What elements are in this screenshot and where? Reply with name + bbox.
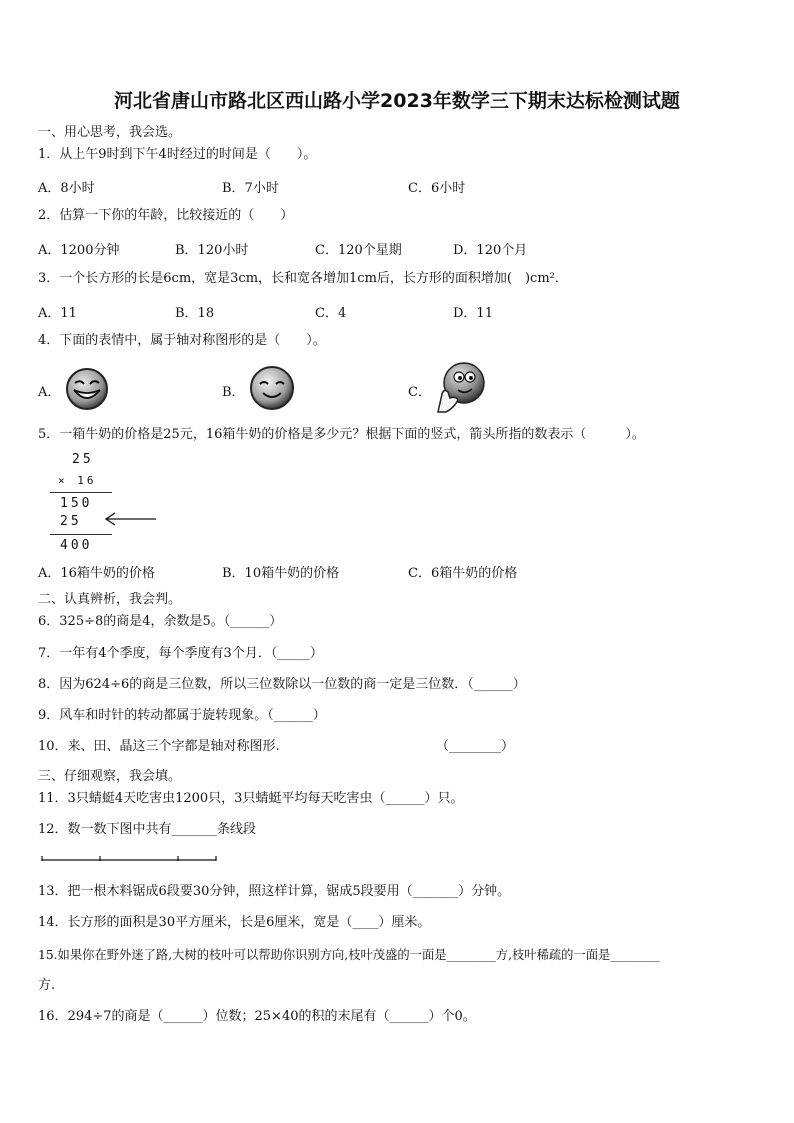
question-8: 8．因为624÷6的商是三位数，所以三位数除以一位数的商一定是三位数．（______） [38,677,526,692]
calc-line-25-shifted: 25 [60,514,82,529]
q4-option-b: B． [222,385,245,400]
question-7: 7．一年有4个季度，每个季度有3个月．（_____） [38,646,323,661]
page-title: 河北省唐山市路北区西山路小学2023年数学三下期末达标检测试题 [114,90,680,112]
question-10-blank: （________） [436,739,515,754]
question-4: 4．下面的表情中，属于轴对称图形的是（ ）。 [38,333,326,348]
q4-option-a: A． [38,385,61,400]
calc-line-25: 25 [72,452,94,467]
q5-option-c: C．6箱牛奶的价格 [408,566,518,581]
q2-option-a: A．1200分钟 [38,243,120,258]
arrow-left-icon [104,512,158,526]
q1-option-a: A．8小时 [38,181,95,196]
question-2: 2．估算一下你的年龄，比较接近的（ ） [38,208,294,223]
q1-option-c: C．6小时 [408,181,466,196]
section-heading-2: 二、认真辨析，我会判。 [38,592,182,607]
q2-option-b: B．120小时 [175,243,249,258]
q5-option-b: B．10箱牛奶的价格 [222,566,340,581]
q3-option-d: D．11 [453,306,493,321]
calc-divider-1 [50,492,112,493]
question-15-line-2: 方. [38,978,56,993]
question-6: 6．325÷8的商是4，余数是5。（______） [38,614,283,629]
segment-figure [40,852,220,864]
question-12: 12．数一数下图中共有_______条线段 [38,822,257,837]
question-5: 5．一箱牛奶的价格是25元，16箱牛奶的价格是多少元？根据下面的竖式，箭头所指的数表示（ ）。 [38,427,645,442]
smiling-face-icon [248,364,296,412]
q3-option-c: C．4 [315,306,347,321]
calc-line-x16: × 16 [58,474,97,487]
q2-option-c: C．120个星期 [315,243,402,258]
question-14: 14．长方形的面积是30平方厘米，长是6厘米，宽是（____）厘米。 [38,915,431,930]
calc-divider-2 [50,534,112,535]
question-1: 1．从上午9时到下午4时经过的时间是（ ）。 [38,147,317,162]
calc-line-150: 150 [60,496,93,511]
q2-option-d: D．120个月 [453,243,528,258]
question-15-line-1: 15.如果你在野外迷了路,大树的枝叶可以帮助你识别方向,枝叶茂盛的一面是________方,枝叶稀疏的一面是________ [38,948,660,962]
q4-option-c: C． [408,385,431,400]
question-16: 16．294÷7的商是（______）位数；25×40的积的末尾有（______）个0。 [38,1009,476,1024]
question-10: 10．来、田、晶这三个字都是轴对称图形. [38,739,280,754]
question-11: 11．3只蜻蜓4天吃害虫1200只，3只蜻蜓平均每天吃害虫（______）只。 [38,791,464,806]
question-3: 3．一个长方形的长是6cm，宽是3cm，长和宽各增加1cm后，长方形的面积增加( )cm²． [38,271,568,286]
section-heading-1: 一、用心思考，我会选。 [38,125,182,140]
question-13: 13．把一根木料锯成6段要30分钟，照这样计算，锯成5段要用（_______）分钟。 [38,884,511,899]
q5-option-a: A．16箱牛奶的价格 [38,566,155,581]
question-9: 9．风车和时针的转动都属于旋转现象。（______） [38,708,326,723]
calc-line-400: 400 [60,538,93,553]
q1-option-b: B．7小时 [222,181,279,196]
section-heading-3: 三、仔细观察，我会填。 [38,769,182,784]
q3-option-b: B．18 [175,306,215,321]
q3-option-a: A．11 [38,306,77,321]
thinking-face-icon [432,360,488,414]
grinning-face-icon [64,366,110,412]
